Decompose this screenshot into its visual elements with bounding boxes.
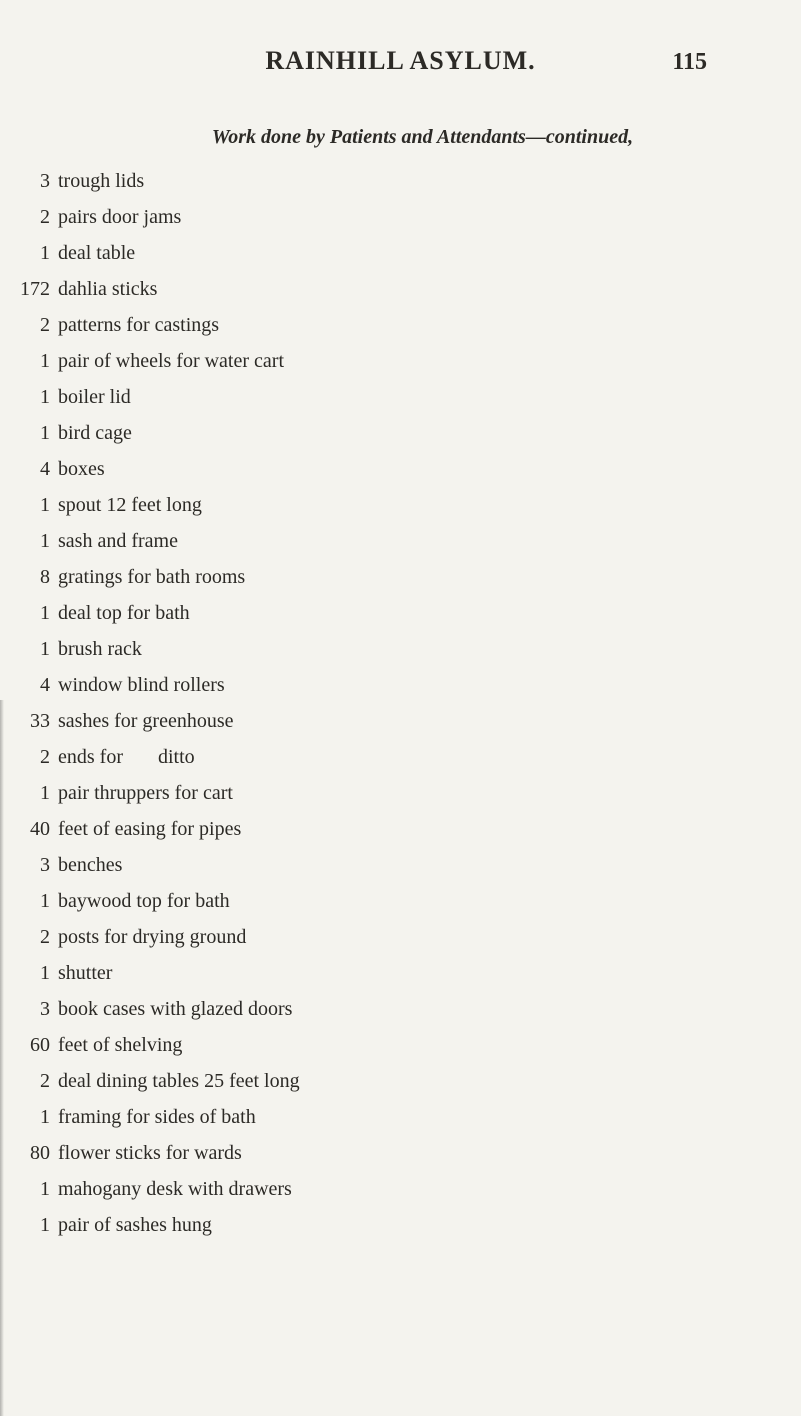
item-description: pair thruppers for cart <box>58 782 233 804</box>
item-quantity: 1 <box>40 782 50 804</box>
list-item <box>0 1099 801 1135</box>
item-quantity: 40 <box>30 818 50 840</box>
item-description: deal top for bath <box>58 602 190 624</box>
item-quantity: 33 <box>30 710 50 732</box>
item-quantity: 3 <box>40 854 50 876</box>
list-item <box>0 487 801 523</box>
item-description: benches <box>58 854 123 876</box>
item-description: ends for ditto <box>58 746 195 768</box>
list-item <box>0 415 801 451</box>
list-item <box>0 631 801 667</box>
item-description: posts for drying ground <box>58 926 247 948</box>
list-item <box>0 271 801 307</box>
list-item <box>0 451 801 487</box>
item-description: patterns for castings <box>58 314 220 336</box>
item-quantity: 4 <box>40 674 50 696</box>
item-description: brush rack <box>58 638 142 660</box>
list-item <box>0 1171 801 1207</box>
list-item <box>0 955 801 991</box>
item-quantity: 1 <box>40 530 50 552</box>
item-quantity: 8 <box>40 566 50 588</box>
item-description: bird cage <box>58 422 132 444</box>
list-item <box>0 991 801 1027</box>
item-description: mahogany desk with drawers <box>58 1178 292 1200</box>
item-description: feet of easing for pipes <box>58 818 242 840</box>
item-description: gratings for bath rooms <box>58 566 246 588</box>
item-description: feet of shelving <box>58 1034 183 1056</box>
item-description: window blind rollers <box>58 674 225 696</box>
work-items-list <box>0 163 801 1243</box>
list-item <box>0 1135 801 1171</box>
item-description: pair of wheels for water cart <box>58 350 284 372</box>
list-item <box>0 163 801 199</box>
item-quantity: 2 <box>40 746 50 768</box>
binding-shadow <box>0 700 4 1416</box>
list-item <box>0 559 801 595</box>
list-item <box>0 883 801 919</box>
item-description: flower sticks for wards <box>58 1142 242 1164</box>
item-quantity: 1 <box>40 494 50 516</box>
item-quantity: 1 <box>40 602 50 624</box>
list-item <box>0 199 801 235</box>
page-header-title: RAINHILL ASYLUM. <box>265 46 536 75</box>
item-quantity: 3 <box>40 998 50 1020</box>
item-description: pair of sashes hung <box>58 1214 212 1236</box>
item-description: shutter <box>58 962 113 984</box>
item-description: dahlia sticks <box>58 278 158 300</box>
item-description: trough lids <box>58 170 145 192</box>
item-description: sashes for greenhouse <box>58 710 234 732</box>
list-item <box>0 703 801 739</box>
item-description: spout 12 feet long <box>58 494 202 516</box>
list-item <box>0 523 801 559</box>
list-item <box>0 235 801 271</box>
list-item <box>0 919 801 955</box>
item-quantity: 3 <box>40 170 50 192</box>
list-item <box>0 775 801 811</box>
item-description: deal dining tables 25 feet long <box>58 1070 300 1092</box>
section-subtitle: Work done by Patients and Attendants—continued, <box>211 126 634 148</box>
item-description: baywood top for bath <box>58 890 230 912</box>
list-item <box>0 1027 801 1063</box>
item-description: book cases with glazed doors <box>58 998 293 1020</box>
list-item <box>0 847 801 883</box>
item-quantity: 2 <box>40 314 50 336</box>
item-quantity: 2 <box>40 926 50 948</box>
item-description: framing for sides of bath <box>58 1106 256 1128</box>
item-quantity: 1 <box>40 1178 50 1200</box>
item-description: boiler lid <box>58 386 131 408</box>
item-quantity: 60 <box>30 1034 50 1056</box>
list-item <box>0 739 801 775</box>
page-number: 115 <box>672 49 707 75</box>
item-quantity: 80 <box>30 1142 50 1164</box>
list-item <box>0 667 801 703</box>
list-item <box>0 595 801 631</box>
item-quantity: 1 <box>40 962 50 984</box>
item-description: boxes <box>58 458 105 480</box>
item-quantity: 1 <box>40 386 50 408</box>
item-quantity: 1 <box>40 242 50 264</box>
item-quantity: 4 <box>40 458 50 480</box>
list-item <box>0 379 801 415</box>
list-item <box>0 811 801 847</box>
list-item <box>0 307 801 343</box>
item-quantity: 1 <box>40 890 50 912</box>
item-quantity: 2 <box>40 206 50 228</box>
item-description: deal table <box>58 242 136 264</box>
list-item <box>0 1063 801 1099</box>
item-quantity: 2 <box>40 1070 50 1092</box>
item-quantity: 1 <box>40 638 50 660</box>
list-item <box>0 343 801 379</box>
item-description: sash and frame <box>58 530 178 552</box>
item-quantity: 1 <box>40 350 50 372</box>
item-quantity: 1 <box>40 1214 50 1236</box>
item-quantity: 172 <box>20 278 50 300</box>
item-description: pairs door jams <box>58 206 182 228</box>
item-quantity: 1 <box>40 1106 50 1128</box>
item-quantity: 1 <box>40 422 50 444</box>
list-item <box>0 1207 801 1243</box>
